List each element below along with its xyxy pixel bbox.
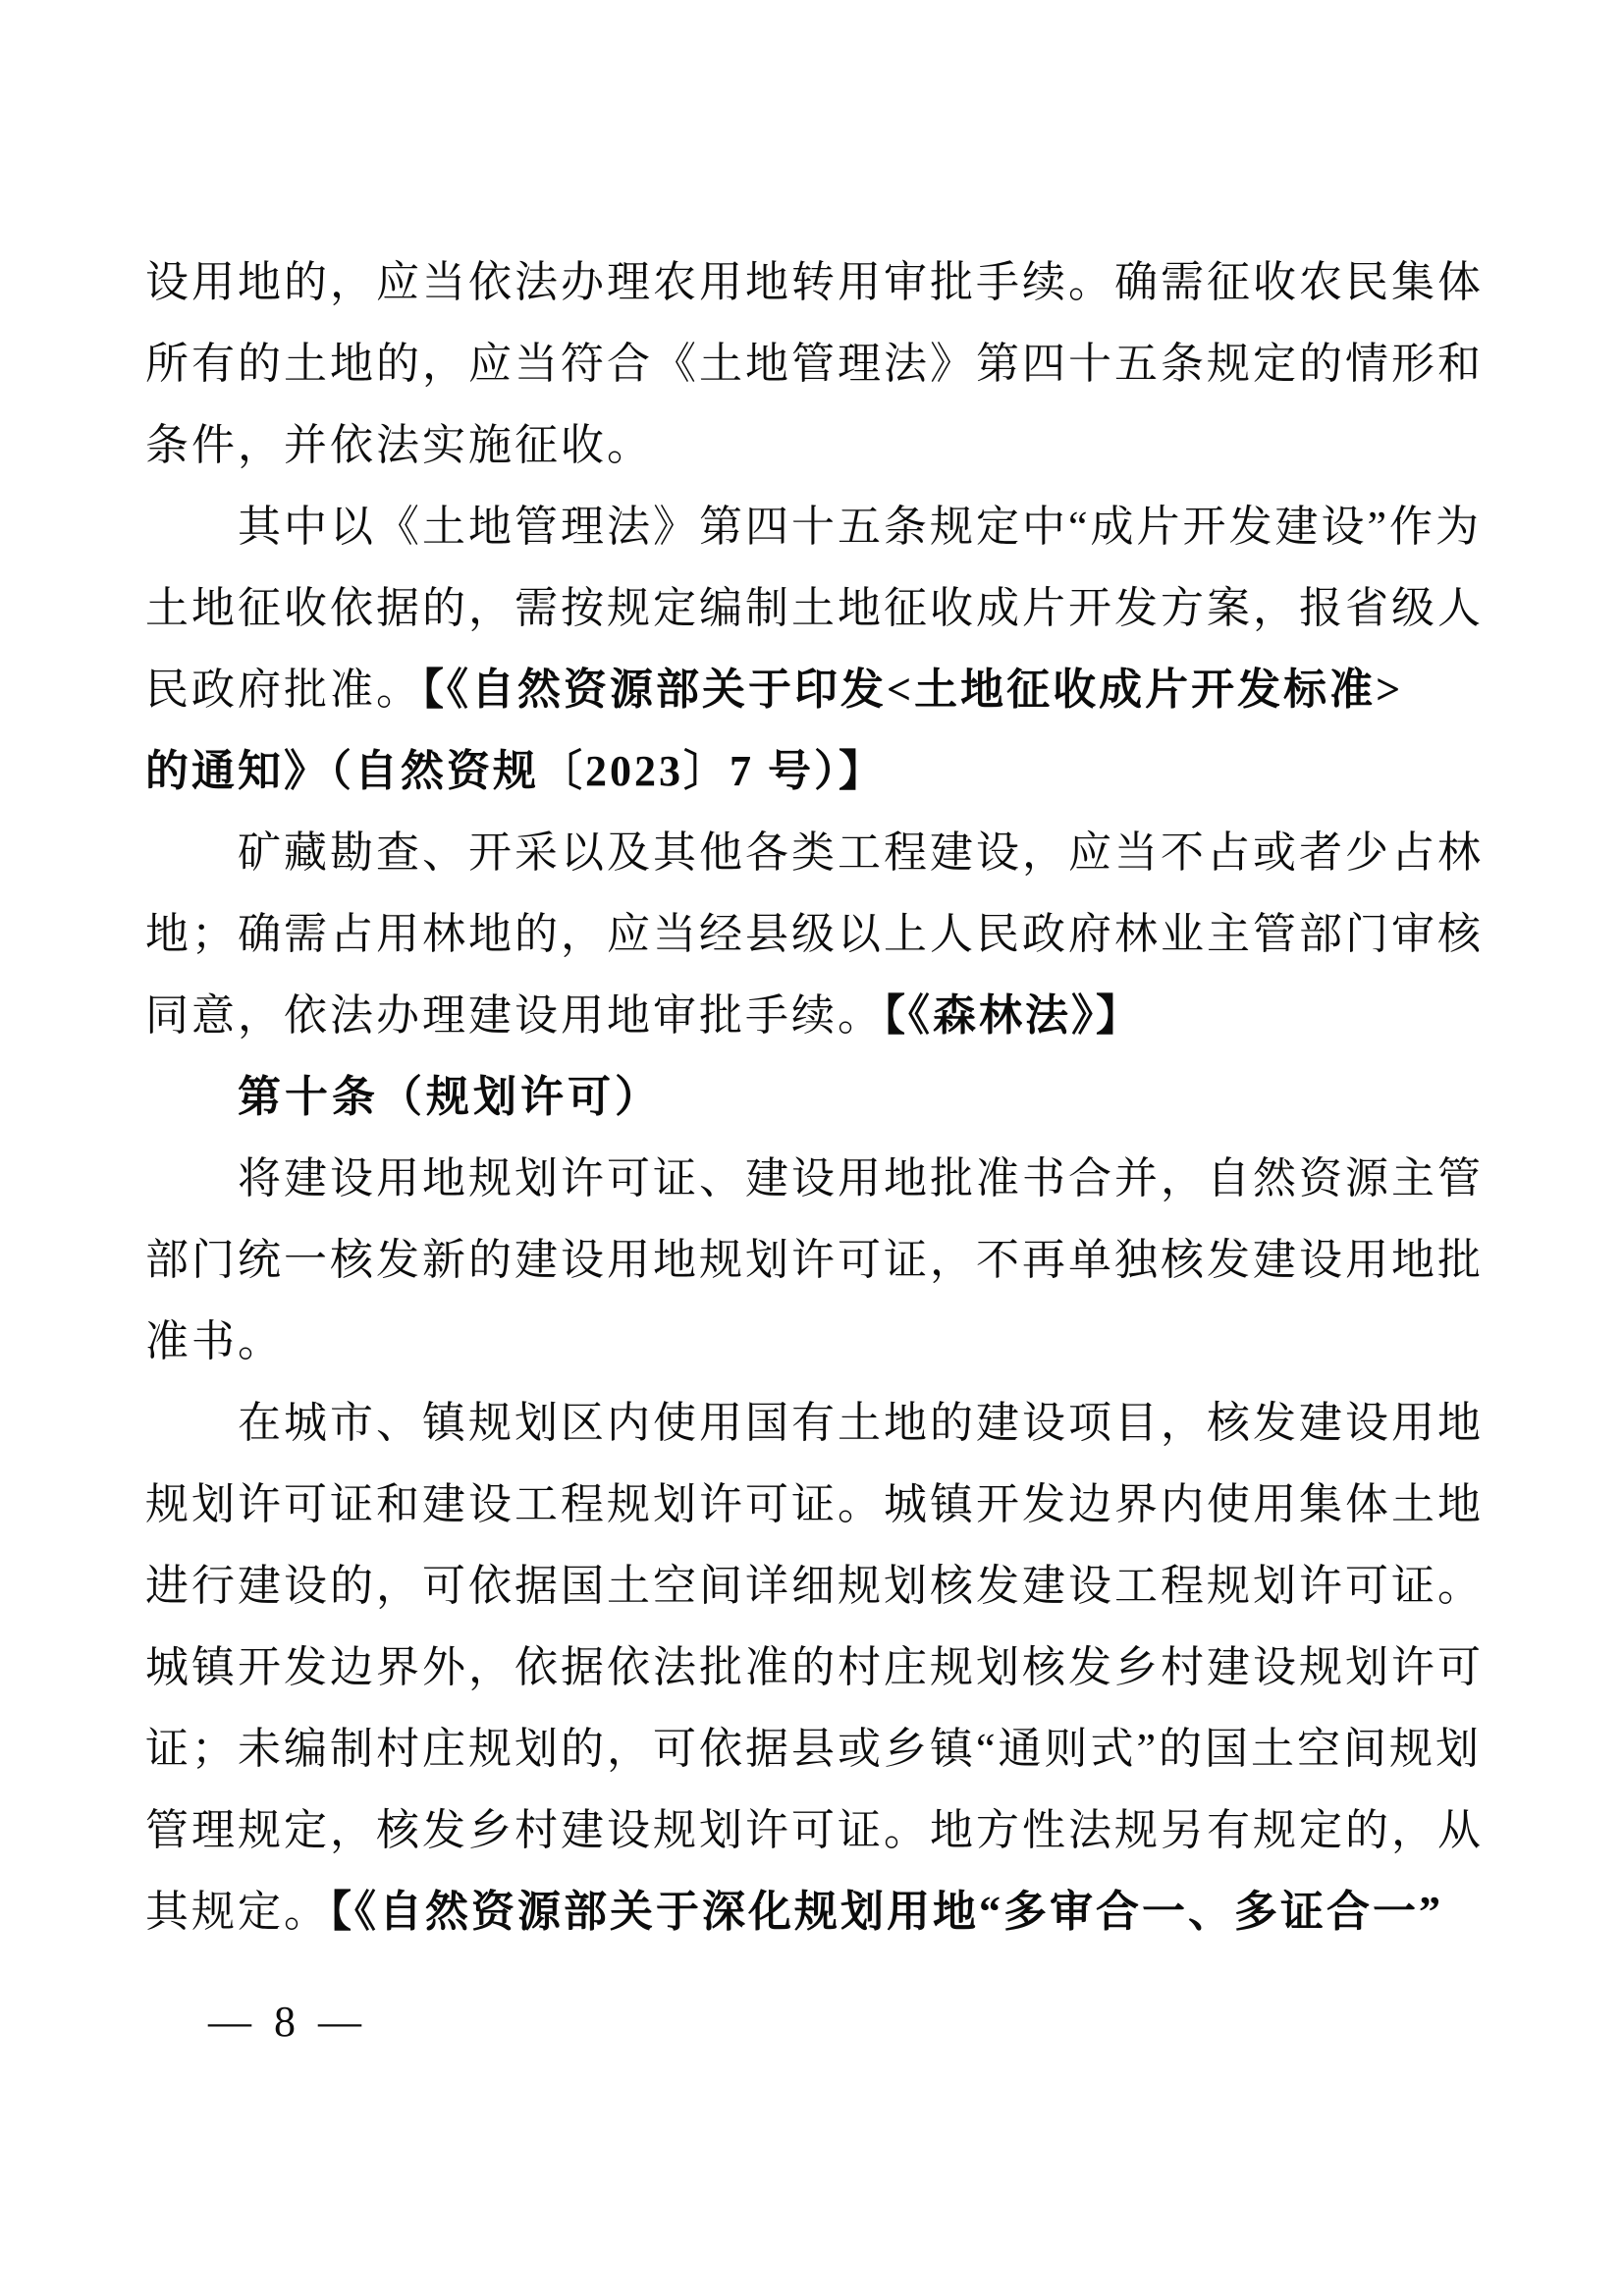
text-line-19 bbox=[145, 1708, 1490, 1789]
text-line-13 bbox=[145, 1219, 1490, 1301]
page-number: — 8 — bbox=[208, 1998, 367, 2046]
text-line-4 bbox=[145, 486, 1490, 567]
citation-text: 【《自然资源部关于印发<土地征收成片开发标准> bbox=[422, 666, 1404, 714]
body-text: 土地征收依据的，需按规定编制土地征收成片开发方案，报省级人 bbox=[145, 584, 1484, 632]
text-line-2 bbox=[145, 323, 1490, 404]
body-text: 民政府批准。 bbox=[145, 666, 422, 714]
heading-text: 第十条（规划许可） bbox=[238, 1073, 662, 1121]
citation-text: 的通知》（自然资规〔2023〕7 号）】 bbox=[145, 747, 885, 795]
text-line-7 bbox=[145, 730, 1490, 812]
body-text: 矿藏勘查、开采以及其他各类工程建设，应当不占或者少占林 bbox=[238, 828, 1484, 877]
body-text: 其规定。 bbox=[145, 1888, 330, 1936]
text-line-8 bbox=[145, 812, 1490, 893]
text-line-20 bbox=[145, 1789, 1490, 1871]
text-line-21 bbox=[145, 1871, 1490, 1952]
body-text: 其中以《土地管理法》第四十五条规定中“成片开发建设”作为 bbox=[238, 503, 1483, 551]
body-text: 地；确需占用林地的，应当经县级以上人民政府林业主管部门审核 bbox=[145, 910, 1484, 958]
text-line-5 bbox=[145, 567, 1490, 649]
document-body bbox=[145, 241, 1490, 1952]
text-line-18 bbox=[145, 1627, 1490, 1708]
body-text: 在城市、镇规划区内使用国有土地的建设项目，核发建设用地 bbox=[238, 1399, 1484, 1447]
citation-text: 【《自然资源部关于深化规划用地“多审合一、多证合一” bbox=[330, 1888, 1443, 1936]
text-line-12 bbox=[145, 1138, 1490, 1219]
body-text: 将建设用地规划许可证、建设用地批准书合并，自然资源主管 bbox=[238, 1154, 1484, 1202]
article-heading bbox=[145, 1056, 1490, 1138]
body-text: 同意，依法办理建设用地审批手续。 bbox=[145, 991, 884, 1040]
text-line-14 bbox=[145, 1301, 1490, 1382]
text-line-15 bbox=[145, 1382, 1490, 1464]
body-text: 准书。 bbox=[145, 1317, 284, 1365]
body-text: 城镇开发边界外，依据依法批准的村庄规划核发乡村建设规划许可 bbox=[145, 1643, 1484, 1691]
text-line-16 bbox=[145, 1464, 1490, 1545]
text-line-9 bbox=[145, 893, 1490, 975]
body-text: 部门统一核发新的建设用地规划许可证，不再单独核发建设用地批 bbox=[145, 1236, 1484, 1284]
body-text: 所有的土地的，应当符合《土地管理法》第四十五条规定的情形和 bbox=[145, 340, 1484, 388]
text-line-6 bbox=[145, 649, 1490, 730]
text-line-3 bbox=[145, 404, 1490, 486]
text-line-17 bbox=[145, 1545, 1490, 1627]
citation-text: 【《森林法》】 bbox=[884, 991, 1142, 1040]
body-text: 进行建设的，可依据国土空间详细规划核发建设工程规划许可证。 bbox=[145, 1562, 1484, 1610]
body-text: 管理规定，核发乡村建设规划许可证。地方性法规另有规定的，从 bbox=[145, 1806, 1484, 1854]
body-text: 证；未编制村庄规划的，可依据县或乡镇“通则式”的国土空间规划 bbox=[145, 1725, 1483, 1773]
body-text: 条件，并依法实施征收。 bbox=[145, 421, 653, 469]
page-footer bbox=[208, 1993, 367, 2052]
text-line-1 bbox=[145, 241, 1490, 323]
body-text: 设用地的，应当依法办理农用地转用审批手续。确需征收农民集体 bbox=[145, 258, 1484, 306]
text-line-10 bbox=[145, 975, 1490, 1056]
body-text: 规划许可证和建设工程规划许可证。城镇开发边界内使用集体土地 bbox=[145, 1480, 1484, 1528]
